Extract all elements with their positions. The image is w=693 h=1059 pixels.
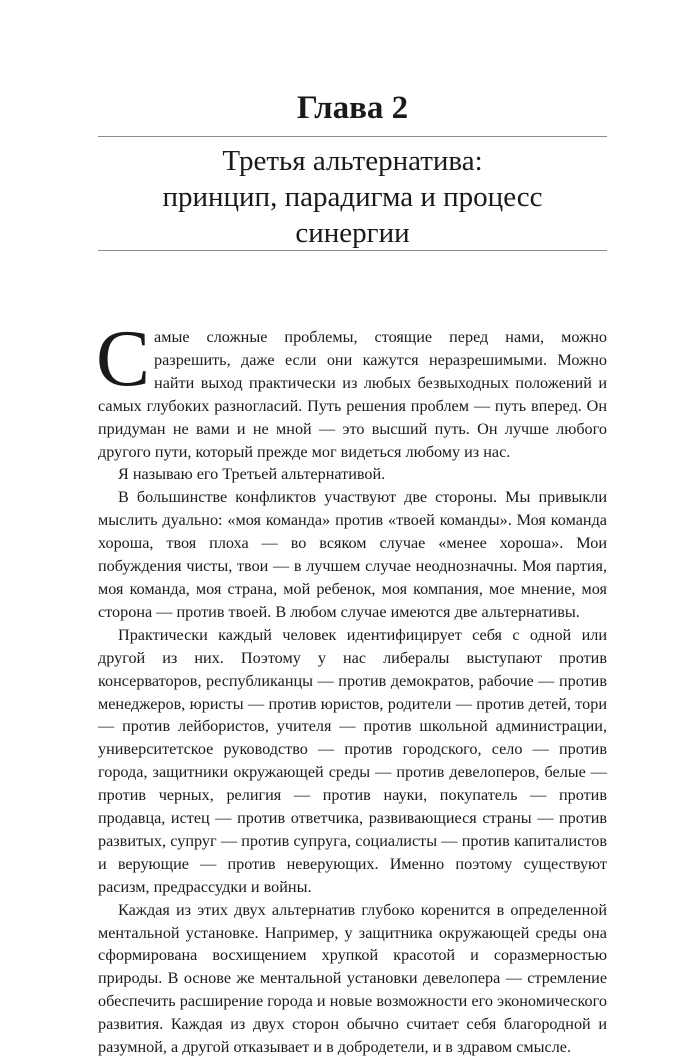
drop-cap: С [96, 313, 151, 403]
body-text [96, 313, 607, 1059]
book-page [96, 0, 607, 1057]
paragraph: Практически каждый человек идентифицирует себя с одной или другой из них. Поэтому у нас либералы выступают против консерваторов, республиканцы — против демократов, рабочие — против менеджеров, юристы — против юристов, родители — против детей, тори — против лейбористов, учителя — против школьной администрации, университетское руководство — против городского, село — против города, защитники окружающей среды — против девелоперов, белые — против черных, религия — против науки, покупатель — против продавца, истец — против ответчика, развивающиеся страны — против развитых, супруг — против супруга, социалисты — против капиталистов и верующие — против неверующих. Именно поэтому существуют расизм, предрассудки и войны. [98, 625, 607, 896]
chapter-title [98, 143, 607, 251]
chapter-title-line: синергии [295, 217, 410, 249]
title-rule-bottom [98, 250, 607, 251]
chapter-title-line: Третья альтернатива: [222, 145, 483, 177]
paragraph-first [96, 313, 607, 463]
title-rule-top [98, 136, 607, 137]
paragraph: Каждая из этих двух альтернатив глубоко коренится в определенной ментальной установке. Например, у защитника окружающей среды она сформирована восхищением хрупкой красотой и соразмерностью природы. В основе же ментальной установки девелопера — стремление обеспечить расширение города и новые возможности его экономического развития. Каждая из двух сторон обычно считает себя благородной и разумной, а другой отказывает и в добродетели, и в здравом смысле. [98, 900, 607, 1057]
paragraph: Я называю его Третьей альтернативой. [118, 465, 386, 484]
paragraph: В большинстве конфликтов участвуют две стороны. Мы привыкли мыслить дуально: «моя команда» против «твоей команды». Моя команда хороша, твоя плоха — во всяком случае «менее хороша». Мои побуждения чисты, твои — в лучшем случае неоднозначны. Моя партия, моя команда, моя страна, мой ребенок, моя компания, мое мнение, моя сторона — против твоей. В любом случае имеются две альтернативы. [98, 488, 607, 621]
chapter-number: Глава 2 [296, 90, 409, 126]
chapter-title-line: принцип, парадигма и процесс [162, 181, 543, 213]
paragraph-text: амые сложные проблемы, стоящие перед нами, можно разрешить, даже если они кажутся неразрешимыми. Можно найти выход практически из любых безвыходных положений и самых глубоких разногласий. Путь решения проблем — путь вперед. Он придуман не вами и не мной — это высший путь. Он лучше любого другого пути, который прежде мог видеться любому из нас. [98, 328, 607, 461]
